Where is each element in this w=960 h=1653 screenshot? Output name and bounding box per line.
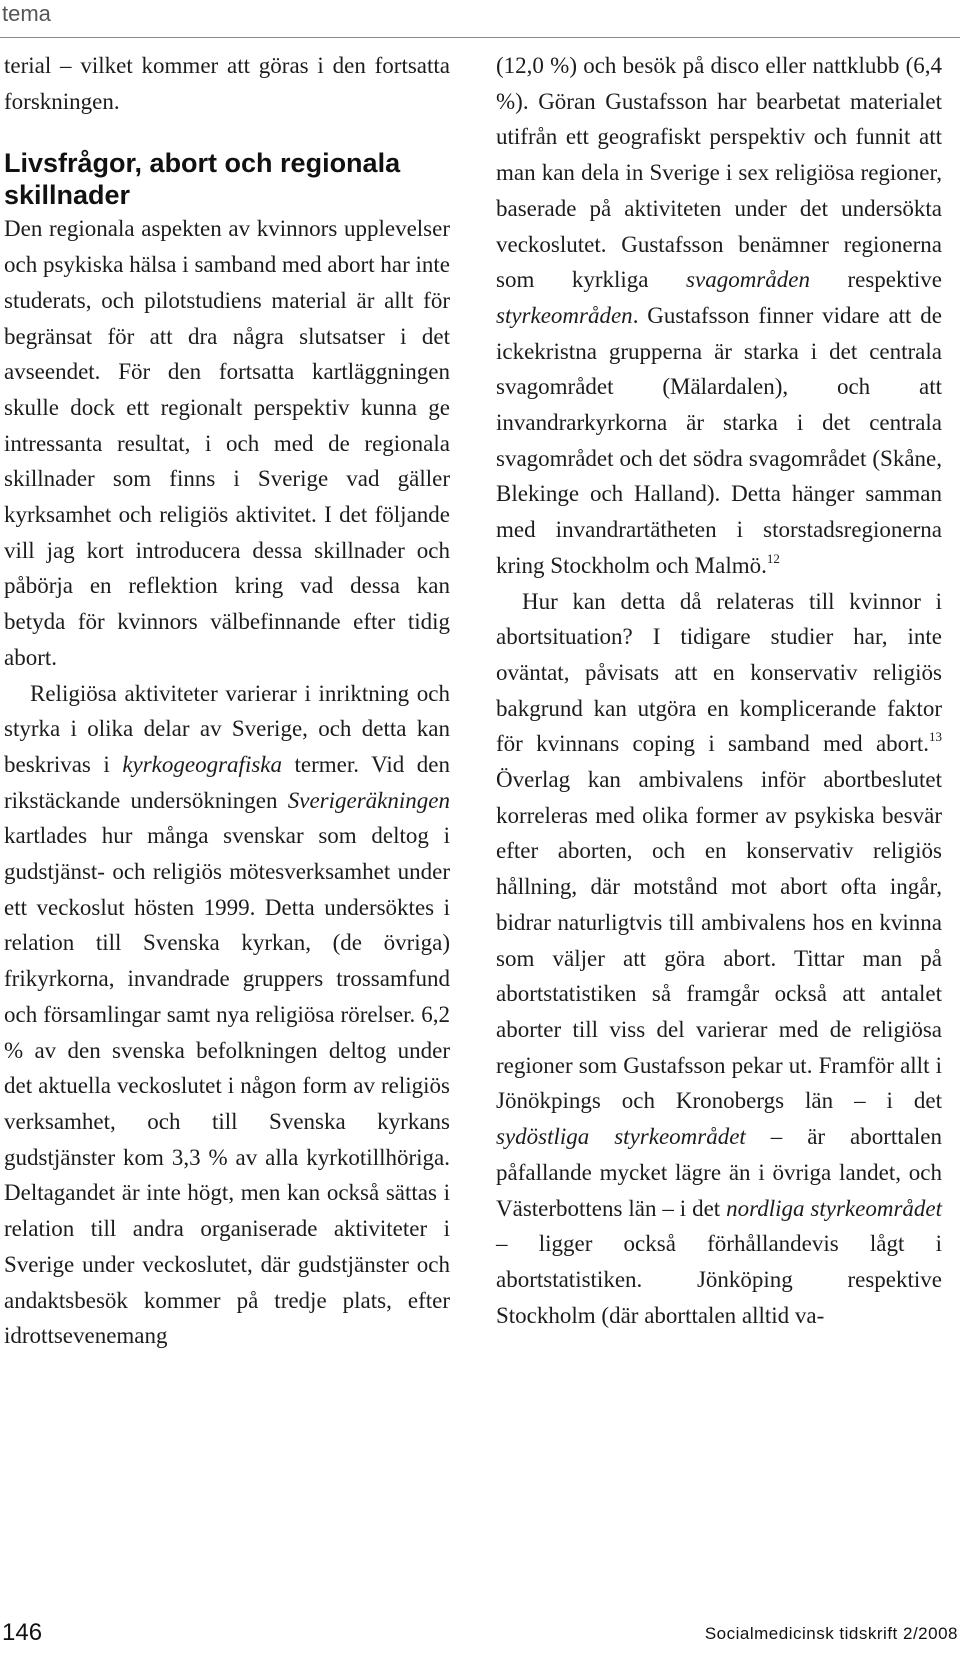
section-heading: Livsfrågor, abort och regionala skillnader [4,148,401,211]
section-label: tema [2,1,51,26]
left-column [4,48,450,1354]
paragraph-continuation: terial – vilket kommer att göras i den fortsatta forskningen. [4,53,450,114]
emphasis-term: Sverigeräkningen [287,787,450,813]
text-run: termer. Vid den rikstäckande undersökningen [4,751,450,813]
text-run: respektive [809,267,942,293]
header-divider [0,37,960,38]
emphasis-term: svagområden [686,267,810,293]
right-column [496,48,942,1333]
paragraph-religious-activities [4,676,450,1354]
text-run: Religiösa aktiviteter varierar i inriktning och styrka i olika delar av Sverige, och detta kan beskrivas i [4,680,450,777]
emphasis-term: kyrkogeografiska [122,751,282,777]
text-run: – ligger också förhållandevis lågt i abortstatistiken. Jönköping respektive Stockholm (där aborttalen alltid va- [496,1231,942,1328]
paragraph-regional-aspect: Den regionala aspekten av kvinnors upplevelser och psykiska hälsa i samband med abort har inte studerats, och pilotstudiens material är allt för begränsat för att dra några slutsatser i det avseendet. För den fortsatta kartläggningen skulle dock ett regionalt perspektiv kunna ge intressanta resultat, i och med de regionala skillnader som finns i Sverige vad gäller kyrksamhet och religiös aktivitet. I det följande vill jag kort introducera dessa skillnader och påbörja en reflektion kring vad dessa kan betyda för kvinnors välbefinnande efter tidig abort. [4,216,450,670]
paragraph-regions [496,48,942,584]
emphasis-term: sydöstliga styrkeområdet [496,1124,746,1150]
text-run: Hur kan detta då relateras till kvinnor i abortsituation? I tidigare studier har, inte oväntat, påvisats att en konservativ religiös bakgrund kan utgöra en komplicerande faktor för kvinnans coping i samband med abort. [496,588,942,757]
footnote-marker: 12 [766,550,780,566]
page-number: 146 [2,1619,43,1646]
text-run: kartlades hur många svenskar som deltog i gudstjänst- och religiös mötesverksamhet under ett veckoslut hösten 1999. Detta undersöktes i relation till Svenska kyrkan, (de övriga) frikyrkorna, invandrade gruppers trossamfund och församlingar samt nya religiösa rörelser. 6,2 % av den svenska befolkningen deltog under det aktuella veckoslutet i någon form av religiös verksamhet, och till Svenska kyrkans gudstjänster kom 3,3 % av alla kyrkotillhöriga. Deltagandet är inte högt, men kan också sättas i relation till andra organiserade aktiviteter i Sverige under veckoslutet, där gudstjänster och andaktsbesök kommer på tredje plats, efter idrottsevenemang [4,823,450,1349]
journal-name: Socialmedicinsk tidskrift 2/2008 [704,1624,958,1643]
text-run: (12,0 %) och besök på disco eller nattklubb (6,4 %). Göran Gustafsson har bearbetat materialet utifrån ett geografiskt perspektiv och funnit att man kan dela in Sverige i sex religiösa regioner, baserade på aktiviteten under det undersökta veckoslutet. Gustafsson benämner regionerna som kyrkliga [496,53,942,293]
text-run: . Gustafsson finner vidare att de ickekristna grupperna är starka i det centrala svagområdet (Mälardalen), och att invandrarkyrkorna är starka i det centrala svagområdet och det södra svagområdet (Skåne, Blekinge och Halland). Detta hänger samman med invandrartätheten i storstadsregionerna kring Stockholm och Malmö. [496,302,942,578]
paragraph-abort-situation [496,584,942,1334]
emphasis-term: nordliga styrkeområdet [726,1195,942,1221]
footnote-marker: 13 [929,729,942,745]
text-run: – är aborttalen påfallande mycket lägre än i övriga landet, och Västerbottens län – i det [496,1124,942,1221]
text-run: Överlag kan ambivalens inför abortbeslutet korreleras med olika former av psykiska besvär efter aborten, och en konservativ religiös hållning, där motstånd mot abort ofta ingår, bidrar naturligtvis till ambivalens hos en kvinna som väljer att göra abort. Tittar man på abortstatistiken så framgår också att antalet aborter till viss del varierar med de religiösa regioner som Gustafsson pekar ut. Framför allt i Jönökpings och Kronobergs län – i det [496,767,942,1114]
emphasis-term: styrkeområden [496,302,633,328]
